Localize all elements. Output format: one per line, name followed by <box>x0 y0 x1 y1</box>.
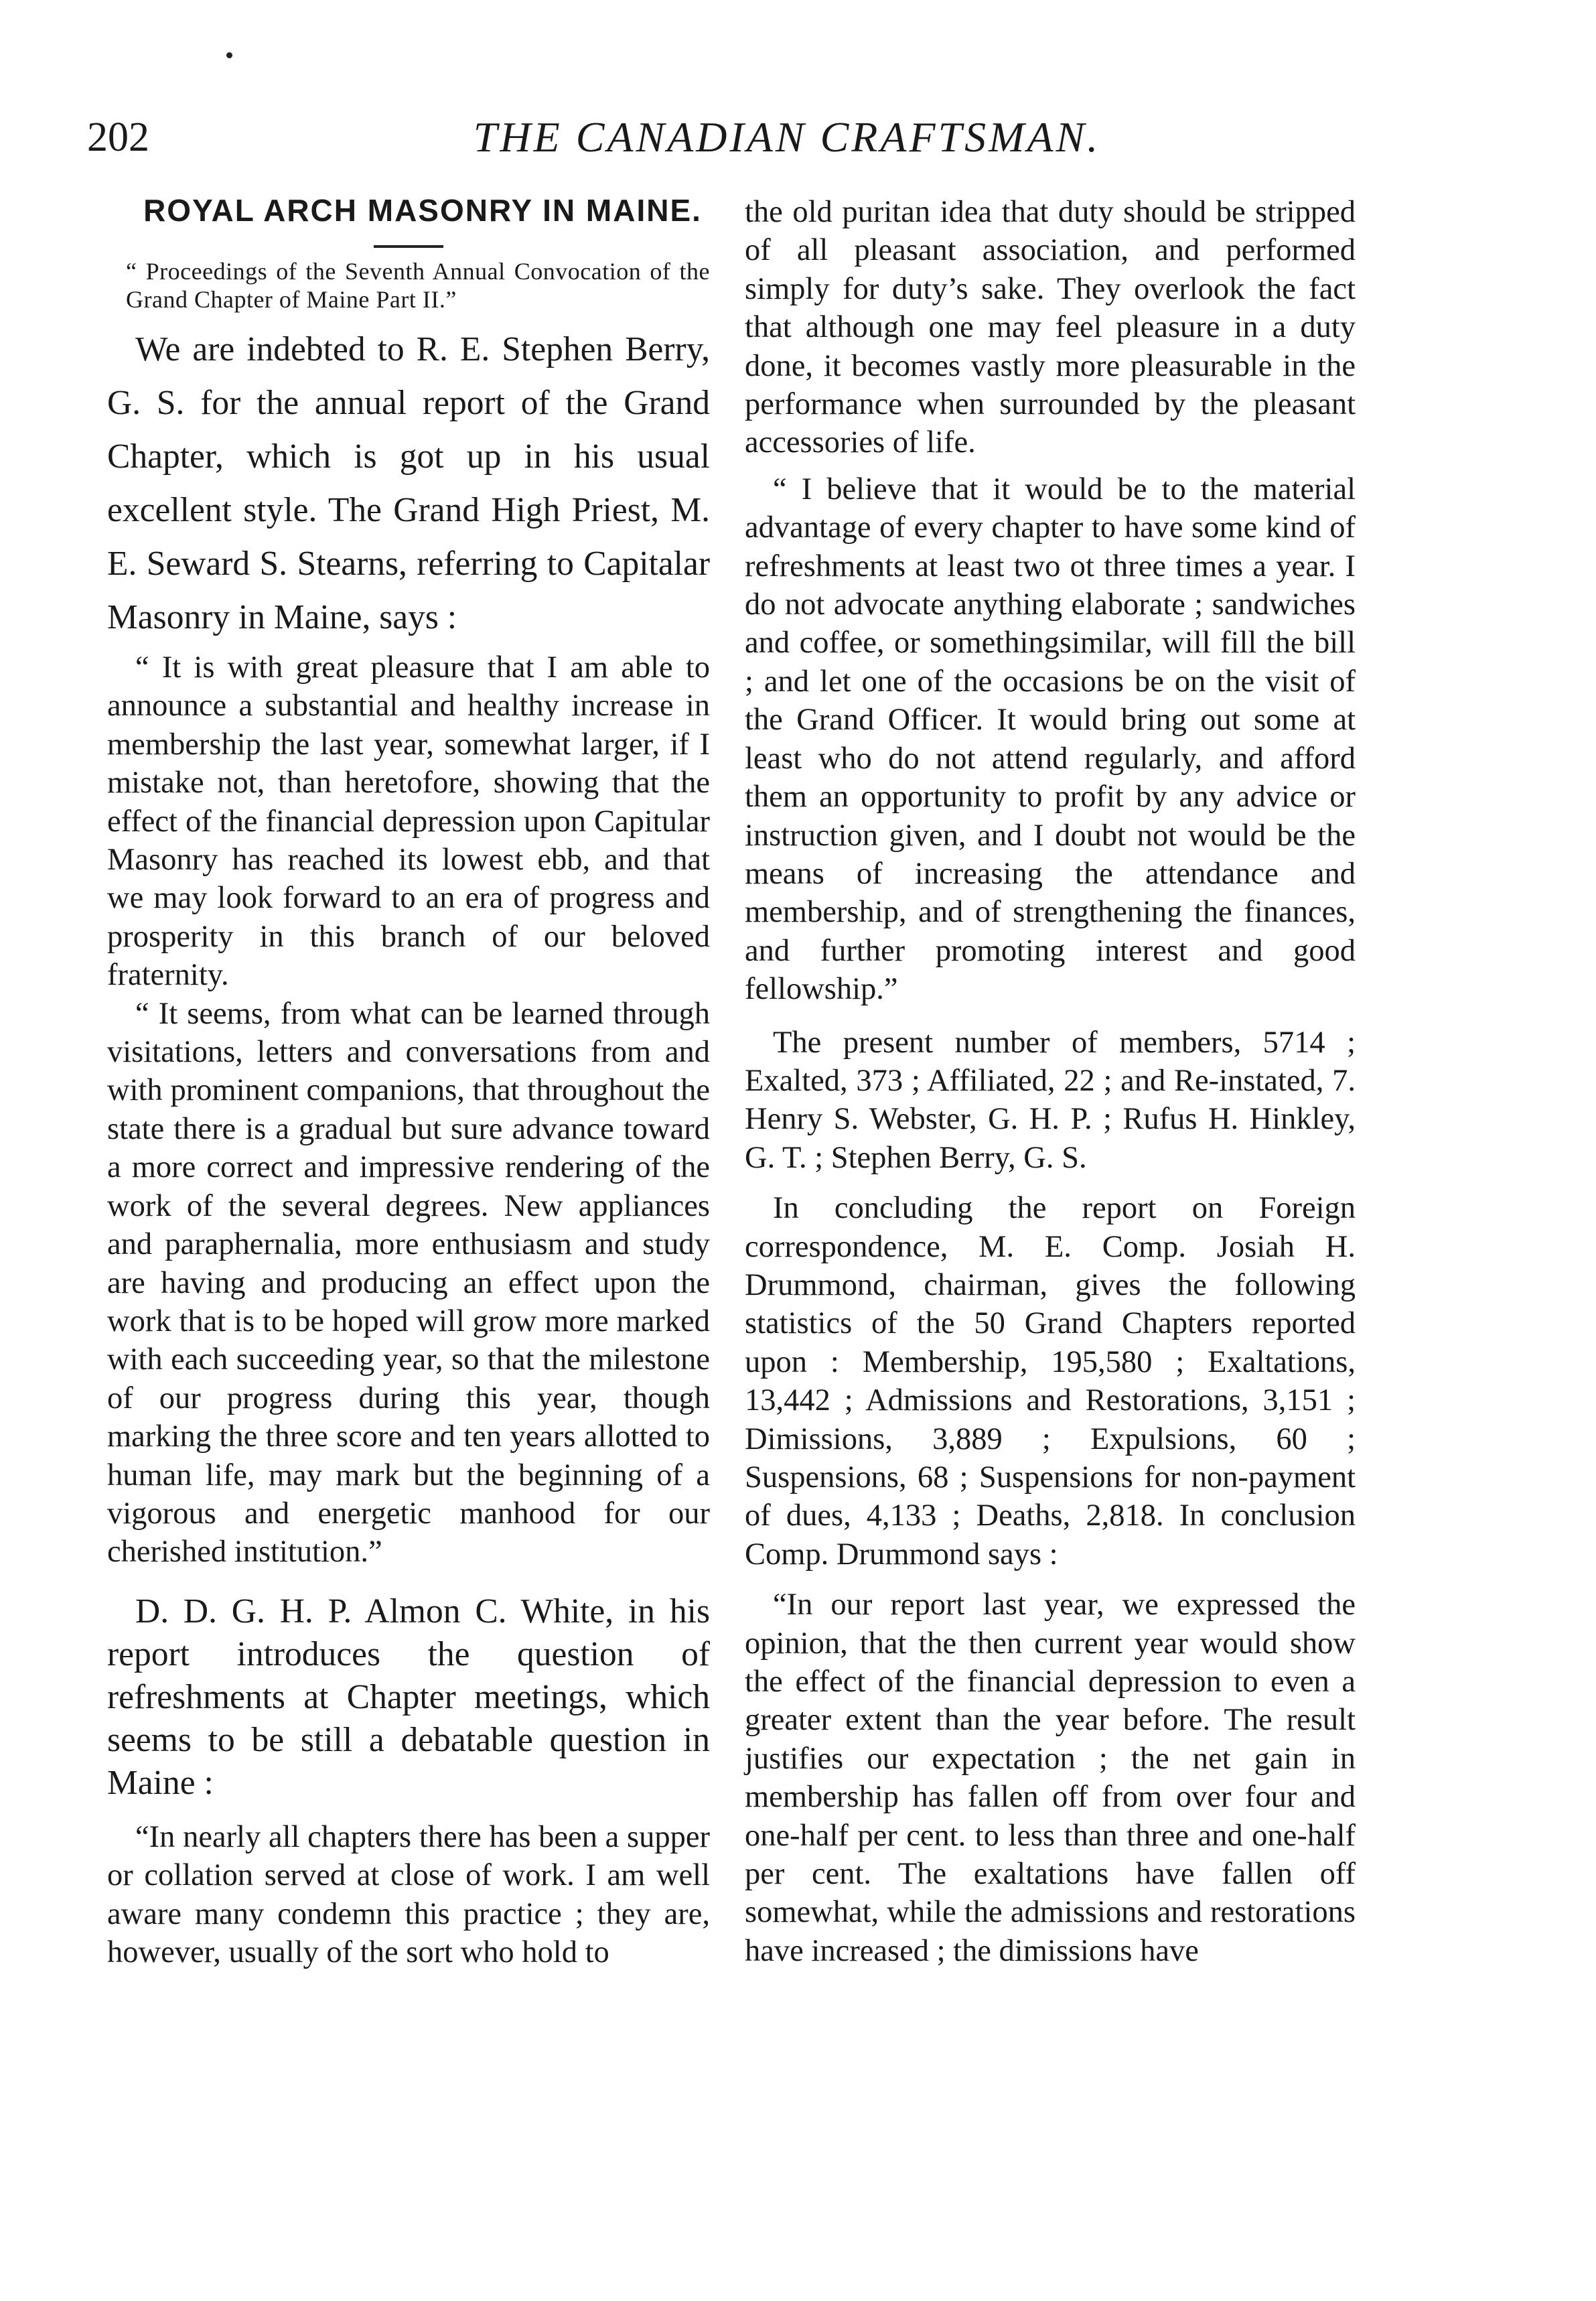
page-number: 202 <box>87 115 149 160</box>
ink-speck <box>226 52 232 58</box>
paragraph: “ It is with great pleasure that I am able to announce a substantial and healthy increase in membership the last year, somewhat larger, if I mistake not, than heretofore, showing that the effect of the financial depression upon Capitular Masonry has reached its lowest ebb, and that we may look forward to an era of progress and prosperity in this branch of our beloved fraternity. <box>107 650 710 993</box>
paragraph: “ I believe that it would be to the material advantage of every chapter to have some kind of refreshments at least two ot three times a year. I do not advocate anything elaborate ; sandwiches and coffee, or somethingsimilar, will fill the bill ; and let one of the occasions be on the visit of the Grand Officer. It would bring out some at least who do not attend regularly, and afford them an opportunity to profit by any advice or instruction given, and I doubt not would be the means of increasing the attendance and membership, and of strengthening the finances, and further promoting interest and good fellowship.” <box>745 472 1356 1007</box>
paragraph: We are indebted to R. E. Stephen Berry, G. S. for the annual report of the Grand Chapter, which is got up in his usual excellent style. The Grand High Priest, M. E. Seward S. Stearns, referring to Capitalar Masonry in Maine, says : <box>107 330 710 636</box>
paragraph: In concluding the report on Foreign correspondence, M. E. Comp. Josiah H. Drummond, chairman, gives the following statistics of the 50 Grand Chapters reported upon : Membership, 195,580 ; Exaltations, 13,442 ; Admissions and Restorations, 3,151 ; Dimissions, 3,889 ; Expulsions, 60 ; Suspensions, 68 ; Suspensions for non-payment of dues, 4,133 ; Deaths, 2,818. In conclusion Comp. Drummond says : <box>745 1191 1356 1572</box>
right-column <box>745 193 1356 1970</box>
paragraph: “In our report last year, we expressed the opinion, that the then current year would show the effect of the financial depression to even a greater extent than the year before. The result justifies our expectation ; the net gain in membership has fallen off from over four and one-half per cent. to less than three and one-half per cent. The exaltations have fallen off somewhat, while the admissions and restorations have increased ; the dimissions have <box>745 1588 1356 1968</box>
article-title: ROYAL ARCH MASONRY IN MAINE. <box>143 193 702 228</box>
paragraph: The present number of members, 5714 ; Exalted, 373 ; Affiliated, 22 ; and Re-instated, 7. Henry S. Webster, G. H. P. ; Rufus H. Hinkley, G. T. ; Stephen Berry, G. S. <box>745 1025 1356 1175</box>
running-head <box>87 107 1487 167</box>
paragraph: D. D. G. H. P. Almon C. White, in his report introduces the question of refreshments at Chapter meetings, which seems to be still a debatable question in Maine : <box>107 1592 710 1802</box>
title-rule <box>374 245 443 248</box>
left-column <box>107 193 710 1971</box>
journal-title: THE CANADIAN CRAFTSMAN. <box>473 113 1101 161</box>
paragraph: “In nearly all chapters there has been a supper or collation served at close of work. I am well aware many condemn this practice ; they are, however, usually of the sort who hold to <box>107 1819 710 1969</box>
article-subtitle: “ Proceedings of the Seventh Annual Convocation of the Grand Chapter of Maine Part II.” <box>126 258 710 313</box>
paragraph: “ It seems, from what can be learned through visitations, letters and conversations from and with prominent companions, that throughout the state there is a gradual but sure advance toward a more correct and impressive rendering of the work of the several degrees. New appliances and paraphernalia, more enthusiasm and study are having and producing an effect upon the work that is to be hoped will grow more marked with each succeeding year, so that the milestone of our progress during this year, though marking the three score and ten years allotted to human life, may mark but the beginning of a vigorous and energetic manhood for our cherished institution.” <box>107 996 710 1570</box>
paragraph: the old puritan idea that duty should be stripped of all pleasant association, and performed simply for duty’s sake. They overlook the fact that although one may feel pleasure in a duty done, it becomes vastly more pleasurable in the performance when surrounded by the pleasant accessories of life. <box>745 195 1356 460</box>
